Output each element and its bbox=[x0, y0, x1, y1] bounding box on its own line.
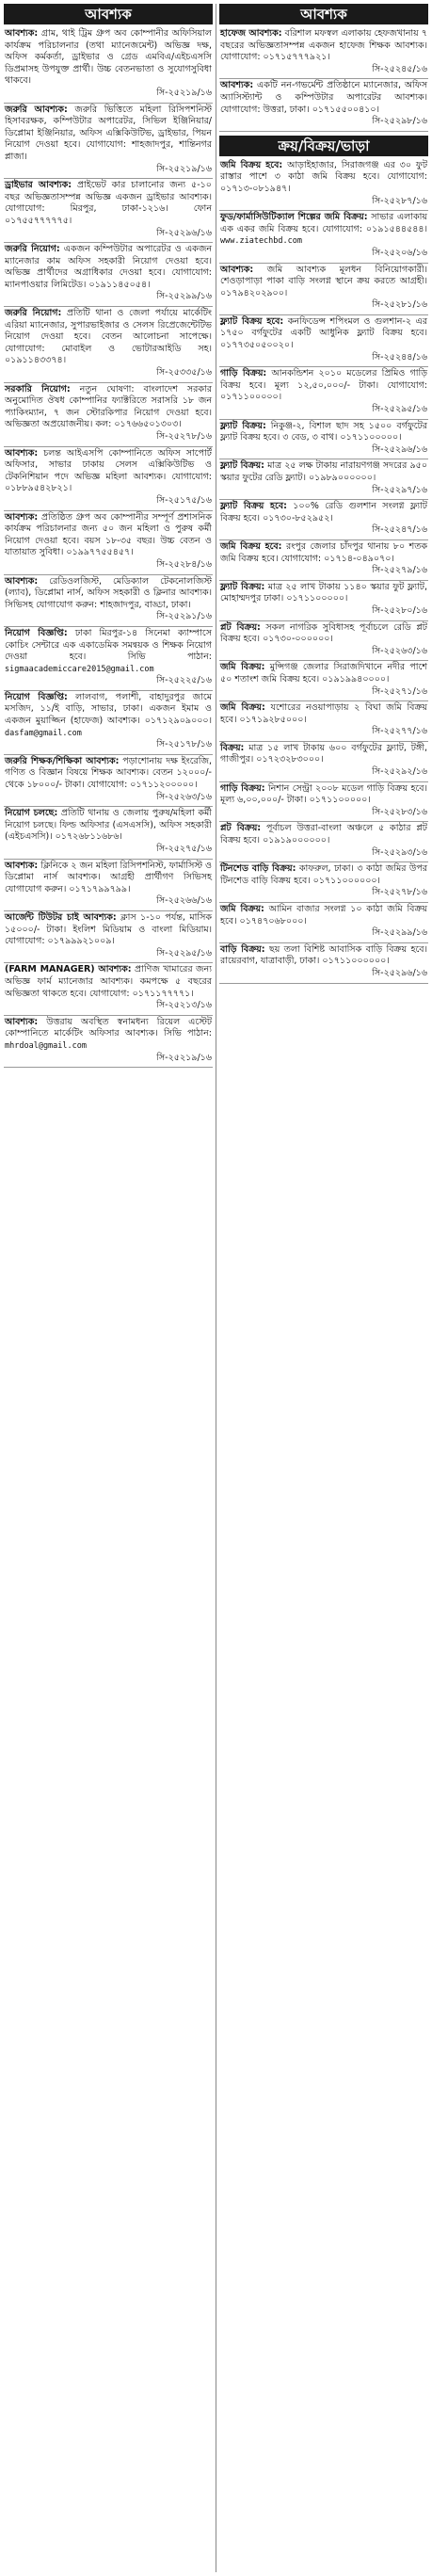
ad-body: আনকন্ডিশন ২০১০ মডেলের প্রিমিও গাড়ি বিক্রয় হবে। মূল্য ১২,৫০,০০০/- টাকা। যোগাযোগ: ০১৭১১০০০০০। bbox=[220, 368, 427, 403]
ad-code: সি-২৫২১৯/১৬ bbox=[156, 163, 212, 174]
ad-body: নিকুঞ্জ-২, বিশাল ছাদ সহ ১৫০০ বর্গফুটের ফ্ল্যাট বিক্রয় হবে। ৩ বেড, ৩ বাথ। ০১৭১১০০০০০। bbox=[220, 420, 428, 443]
ad-keyword: প্লট বিক্রয়: bbox=[220, 621, 261, 633]
ad-keyword: জরুরি নিয়োগ: bbox=[5, 308, 62, 319]
ad-keyword: প্লট বিক্রয়: bbox=[220, 823, 262, 834]
classified-ad bbox=[4, 179, 213, 243]
ad-body: আড়াইহাজার, সিরাজগঞ্জ এর ৩০ ফুট রাস্তার পাশে ৩ কাঠা জমি বিক্রয় হবে। যোগাযোগ: ০১৭১৩-০৮১৯৪৭। bbox=[220, 159, 427, 194]
ad-keyword: নিয়োগ বিজ্ঞপ্তি: bbox=[5, 691, 68, 702]
ad-body: প্রতিটি থানায় ও জেলায় পুরুষ/মহিলা কর্মী নিয়োগ চলছে। ফিল্ড অফিসার (এসএসসি), অফিস সহকারী (এইচএসসি)। ০১৭২৬৮১১৬৮৬। bbox=[5, 808, 212, 843]
classified-ad bbox=[4, 511, 213, 575]
ad-keyword: টিনশেড বাড়ি বিক্রয়: bbox=[220, 863, 296, 875]
ad-keyword: ফ্ল্যাট বিক্রয় হবে: bbox=[220, 315, 284, 327]
ad-keyword: জমি বিক্রয় হবে: bbox=[220, 540, 282, 552]
ad-keyword: আবশ্যক: bbox=[5, 860, 39, 871]
ad-body: জরুরি ভিত্তিতে মহিলা রিসিপশনিস্ট হিসাবরক্ষক, কম্পিউটার অপারেটর, সিভিল ইঞ্জিনিয়ার/ডিপ্লোমা ইঞ্জিনিয়ার, অফিস এক্সিকিউটিভ, ড্রাইভার, পিয়ন নিয়োগ দেওয়া হবে। যোগাযোগ: শাহজাদপুর, শান্তিনগর প্লাজা। bbox=[5, 104, 212, 162]
ad-code: সি-২৫২৯৬/১৬ bbox=[156, 227, 212, 238]
ad-keyword: ফুড/ফার্মাসিউটিক্যাল শিল্পের জমি বিক্রয়: bbox=[220, 212, 368, 223]
ad-body: একজন কম্পিউটার অপারেটর ও একজন ম্যানেজার কাম অফিস সহকারী নিয়োগ দেওয়া হবে। অভিজ্ঞ প্রার্থীদের অগ্রাধিকার দেওয়া হবে। যোগাযোগ: ম্যানপাওয়ার লিমিটেড। ০১৯১১৪৫০৫৪। bbox=[5, 244, 212, 290]
section-header-wanted-right: আবশ্যক bbox=[219, 4, 428, 24]
ad-body: রেডিওলজিস্ট, মেডিক্যাল টেকনোলজিস্ট (ল্যাব), ডিপ্লোমা নার্স, অফিস সহকারী ও ক্লিনার আবশ্যক। সিভিসহ যোগাযোগ করুন: শাহজাদপুর, বাড্ডা, ঢাকা। bbox=[5, 575, 212, 610]
ad-code: সি-২৫২৭৮/১৬ bbox=[372, 887, 427, 898]
right-column bbox=[219, 4, 428, 984]
classified-ad bbox=[219, 79, 428, 131]
ad-keyword: আবশ্যক: bbox=[5, 575, 39, 587]
ad-keyword: গাড়ি বিক্রয়: bbox=[220, 368, 267, 379]
ad-body: পূর্বাচল উত্তরা-বাংলা অঞ্চলে ৫ কাঠার প্লট বিক্রয় হবে। ০১৯১৯০০০০০০। bbox=[220, 823, 427, 846]
ad-email[interactable]: mhrdoal@gmail.com bbox=[5, 1040, 87, 1051]
ad-body: উত্তরায় অবস্থিত স্বনামধন্য রিয়েল এস্টেট কোম্পানিতে মার্কেটিং অফিসার আবশ্যক। সিভি পাঠান: bbox=[5, 1016, 212, 1039]
classified-ads-list bbox=[219, 159, 428, 984]
classified-ad bbox=[219, 27, 428, 79]
ad-body: কনফিডেন্স শপিংমল ও গুলশান-২ এর ১৭৫০ বর্গফুটের একটি আধুনিক ফ্ল্যাট বিক্রয় হবে। ০১৭৭৩৫০৫০০২০। bbox=[220, 315, 427, 351]
classified-ad bbox=[4, 104, 213, 180]
ad-body: যশোরের নওয়াপাড়ায় ২ বিঘা জমি বিক্রয় হবে। ০১৭১৯২৮৫০০০। bbox=[220, 702, 427, 725]
classified-ad bbox=[219, 943, 428, 984]
ad-code: সি-২৫২৯৩/১৬ bbox=[372, 846, 427, 858]
classified-ad bbox=[4, 1016, 213, 1068]
ad-keyword: ফ্ল্যাট বিক্রয়: bbox=[220, 420, 266, 431]
section-header-buy-sell-rent: ক্রয়/বিক্রয়/ভাড়া bbox=[219, 136, 428, 156]
ad-body: সকল নাগরিক সুবিধাসহ পূর্বাচলে রেডি প্লট বিক্রয় হবে। ০১৭৩০-০০০০০০। bbox=[220, 621, 427, 645]
ad-code: সি-২৫২৭১/১৬ bbox=[372, 685, 427, 697]
ad-code: সি-২৫২৬৩/১৬ bbox=[372, 645, 427, 656]
ad-code: সি-২৫২৪৪/১৬ bbox=[372, 351, 427, 362]
classified-ad bbox=[219, 903, 428, 943]
classified-ad bbox=[4, 575, 213, 627]
ad-keyword: ফ্ল্যাট বিক্রয় হবে: bbox=[220, 501, 287, 512]
ad-code: সি-২৫২০৬/১৬ bbox=[372, 247, 427, 258]
ad-keyword: আবশ্যক: bbox=[220, 80, 254, 91]
ad-body: মাত্র ১৫ লাখ টাকায় ৬০০ বর্গফুটের ফ্ল্যাট, টঙ্গী, গাজীপুর। ০১৭২৩২৮৩০০০। bbox=[220, 742, 427, 765]
ad-keyword: বাড়ি বিক্রয়: bbox=[220, 943, 265, 955]
ad-body: পড়াশোনায় দক্ষ ইংরেজি, গণিত ও বিজ্ঞান বিষয়ে শিক্ষক আবশ্যক। বেতন ১২০০০/- থেকে ১৮০০০/- টাকা। যোগাযোগ: ০১৭১১২০০০০০। bbox=[5, 755, 212, 791]
classified-ad bbox=[219, 367, 428, 419]
ad-keyword: ড্রাইভার আবশ্যক: bbox=[5, 180, 72, 191]
ad-code: সি-২৫২৮০/১৬ bbox=[372, 604, 427, 616]
ad-keyword: জমি বিক্রয়: bbox=[220, 662, 265, 673]
ad-code: সি-২৫২৯১/১৬ bbox=[156, 611, 212, 622]
ad-code: সি-২৫২৯৫/১৬ bbox=[372, 404, 427, 415]
classified-ad bbox=[4, 383, 213, 447]
classified-ad bbox=[219, 661, 428, 701]
ad-keyword: ফ্ল্যাট বিক্রয়: bbox=[220, 581, 265, 592]
ad-body: লালবাগ, পলাশী, বাহাদুরপুর জামে মসজিদ, ১১/ই বাড়ি, সাভার, ঢাকা। একজন ইমাম ও একজন মুয়াজ্জিন (হাফেজ) আবশ্যক। ০১৭১২৯০৯০০০। bbox=[5, 691, 212, 727]
classified-ad bbox=[4, 807, 213, 859]
ad-body: প্রাইভেট কার চালানোর জন্য ৫-১০ বছর অভিজ্ঞতাসম্পন্ন অভিজ্ঞ একজন ড্রাইভার আবশ্যক। যোগাযোগ: মিরপুর, ঢাকা-১২১৬। ফোন ০১৭৫৫৭৭৭৭৭৫। bbox=[5, 180, 212, 226]
ad-code: সি-২৫২৯২/১৬ bbox=[372, 766, 427, 778]
ad-keyword: নিয়োগ বিজ্ঞপ্তি: bbox=[5, 627, 68, 638]
classified-ads-list bbox=[219, 27, 428, 132]
section-header-wanted: আবশ্যক bbox=[4, 4, 213, 24]
ad-email[interactable]: dasfam@gmail.com bbox=[5, 728, 82, 738]
ad-body: ক্লাস ১-১০ পর্যন্ত, মাসিক ১৫০০০/- টাকা। ইংলিশ মিডিয়াম ও বাংলা মিডিয়াম। যোগাযোগ: ০১৭৯৯৯২১০০৯। bbox=[5, 911, 212, 947]
ad-code: সি-২৫৩৩৫/১৬ bbox=[156, 367, 212, 378]
ad-body: ঢাকা মিরপুর-১৪ সিনেমা ক্যাম্পাসে কোচিং সেন্টারে এক একাডেমিক সমন্বয়ক ও শিক্ষক নিয়োগ দেওয়া হবে। সিভি পাঠান: bbox=[5, 627, 213, 663]
ad-code: সি-২৫২৯৭/১৬ bbox=[372, 484, 427, 495]
classified-ad bbox=[219, 540, 428, 581]
ad-email[interactable]: sigmaacademiccare2015@gmail.com bbox=[5, 664, 154, 674]
ad-code: সি-২৫২৪৫/১৬ bbox=[372, 63, 427, 74]
ad-keyword: ফ্ল্যাট বিক্রয়: bbox=[220, 460, 264, 472]
ad-keyword: জমি বিক্রয়: bbox=[220, 904, 264, 914]
classified-ad bbox=[219, 581, 428, 621]
ad-code: সি-২৫২৭৭/১৬ bbox=[372, 726, 427, 737]
ad-body: জমি আবশ্যক মূলধন বিনিয়োগকারী। শেওড়াপাড়া পাকা বাড়ি সংলগ্ন স্থানে ক্রয় করতে আগ্রহী। ০১৭৯৪২০২৯০০। bbox=[220, 264, 427, 298]
ad-code: সি-২৫২৮৩/১৬ bbox=[372, 806, 427, 817]
ad-body: প্রাণিজ খামারের জন্য অভিজ্ঞ ফার্ম ম্যানেজার আবশ্যক। কমপক্ষে ৫ বছরের অভিজ্ঞতা থাকতে হবে। যোগাযোগ: ০১৭১১৭৭৭৭১। bbox=[5, 964, 212, 999]
classified-ad bbox=[219, 621, 428, 662]
ad-code: সি-২৫১৭৮/১৬ bbox=[156, 739, 212, 750]
ad-keyword: আবশ্যক: bbox=[5, 28, 39, 39]
classified-ad bbox=[219, 264, 428, 315]
ad-code: সি-২৫২৯৫/১৬ bbox=[156, 947, 212, 958]
classified-ad bbox=[219, 500, 428, 540]
classified-ad bbox=[219, 742, 428, 782]
classified-ad bbox=[4, 447, 213, 511]
ad-keyword: সরকারি নিয়োগ: bbox=[5, 383, 71, 394]
classified-ad bbox=[219, 159, 428, 211]
classified-ad bbox=[219, 822, 428, 862]
ad-body: ক্লিনিকে ২ জন মহিলা রিসিপশনিস্ট, ফার্মাসিস্ট ও ডিপ্লোমা নার্স আবশ্যক। আগ্রহী প্রার্থীগণ সিভিসহ যোগাযোগ করুন। ০১৭১৭৯৯৭৯৯। bbox=[5, 860, 212, 894]
ad-keyword: (FARM MANAGER) আবশ্যক: bbox=[5, 964, 132, 975]
ad-code: সি-২৫২৬৬/১৬ bbox=[156, 895, 212, 907]
ad-code: সি-২৫২৭৯/১৬ bbox=[372, 565, 427, 576]
classified-ad bbox=[219, 211, 428, 263]
ad-keyword: জরুরি শিক্ষক/শিক্ষিকা আবশ্যক: bbox=[5, 755, 120, 766]
ad-keyword: জরুরি আবশ্যক: bbox=[5, 104, 68, 115]
classified-ad bbox=[4, 243, 213, 307]
ad-keyword: জমি বিক্রয় হবে: bbox=[220, 159, 283, 170]
classified-ad bbox=[219, 701, 428, 742]
classified-ad bbox=[4, 307, 213, 383]
ad-code: সি-২৫২৯৯/১৬ bbox=[156, 291, 212, 302]
ad-code: সি-২৫২৯৮/১৬ bbox=[372, 116, 427, 127]
ad-keyword: আবশ্যক: bbox=[5, 1016, 39, 1027]
ad-code: সি-২৫২৯৯/১৬ bbox=[372, 927, 427, 939]
left-column bbox=[4, 4, 213, 1068]
ad-body: সাভার এলাকায় এক একর জমি বিক্রয় হবে। যোগাযোগ: ০১৯১৫৪৪৫৪৪। bbox=[220, 212, 427, 234]
ad-keyword: আবশ্যক: bbox=[220, 264, 254, 275]
ad-code: সি-২৫২১৩/১৬ bbox=[156, 1000, 212, 1011]
ad-code: সি-২৫২৮৪/১৬ bbox=[156, 558, 212, 570]
classified-ad bbox=[4, 755, 213, 807]
classified-ad bbox=[219, 862, 428, 903]
ad-body: আমিন বাজার সংলগ্ন ১০ কাঠা জমি বিক্রয় হবে। ০১৭৪৭০৬৮০০০। bbox=[220, 904, 427, 926]
ad-body: নিশান সেন্ট্রা ২০০৮ মডেল গাড়ি বিক্রয় হবে। মূল্য ৬,০০,০০০/- টাকা। ০১৭১১০০০০০। bbox=[220, 782, 427, 806]
ad-code: সি-২৫২৭৫/১৬ bbox=[156, 844, 212, 854]
ad-keyword: জরুরি নিয়োগ: bbox=[5, 244, 60, 255]
ad-keyword: নিয়োগ চলছে: bbox=[5, 808, 58, 819]
ad-code: সি-২৫২৭৮/১৬ bbox=[156, 431, 212, 442]
classified-ad bbox=[219, 315, 428, 367]
classified-ad bbox=[219, 420, 428, 460]
ad-body: রংপুর জেলার চাঁদপুর থানায় ৮০ শতক জমি বিক্রয় হবে। যোগাযোগ: ০১৭১৪-০৪৯০৭০। bbox=[220, 540, 427, 564]
classified-ad bbox=[219, 459, 428, 500]
ad-body: মাত্র ২৫ লক্ষ টাকায় নারায়ণগঞ্জ সদরের ৯৫০ স্কয়ার ফুটের রেডি ফ্ল্যাট। ০১৯৮৯০০০০০০। bbox=[220, 460, 427, 483]
ad-body: গ্রাম, থাই ট্রিম গ্রুপ অব কোম্পানীর অফিসিয়াল কার্যক্রম পরিচালনার (তথা ম্যানেজমেন্ট) অভিজ্ঞ দক্ষ, অফিস কর্মকর্তা, ড্রাইভার ও গ্রেড এমবিএ/এইচএসসি ডিপ্রমাসহ উপযুক্ত প্রার্থী। উচ্চ বেতনভাতা ও সুযোগসুবিধা থাকবে। bbox=[5, 28, 212, 87]
ad-keyword: হাফেজ আবশ্যক: bbox=[220, 28, 282, 39]
ad-keyword: গাড়ি বিক্রয়: bbox=[220, 782, 265, 794]
classified-ad bbox=[4, 691, 213, 755]
ad-body: ১০০% রেডি গুলশান সংলগ্ন ফ্ল্যাট বিক্রয় হবে। ০১৭৩০-৮৫২৯৫২। bbox=[220, 501, 427, 523]
ad-code: সি-২৫২৮১/১৬ bbox=[372, 299, 427, 311]
classified-ad bbox=[4, 911, 213, 963]
ad-body: মাত্র ২৫ লাখ টাকায় ১১৪০ স্কয়ার ফুট ফ্ল্যাট, মোহাম্মদপুর ঢাকা। ০১৭১১০০০০০। bbox=[220, 581, 427, 604]
ad-code: সি-২৫২৮৭/১৬ bbox=[372, 195, 427, 206]
ad-keyword: জমি বিক্রয়: bbox=[220, 702, 265, 714]
ad-code: সি-২৫২১৯/১৬ bbox=[156, 1052, 212, 1063]
ad-keyword: আর্জেন্ট টিউটর চাই আবশ্যক: bbox=[5, 911, 117, 923]
ad-body: প্রতিষ্ঠিত গ্রুপ অব কোম্পানীর সম্পূর্ণ প্রশাসনিক কার্যক্রম পরিচালনার জন্য ৫০ জন মহিলা ও পুরুষ কর্মী নিয়োগ দেওয়া হবে। বয়স ১৮-৩৫ বছর। উচ্চ বেতন ও যাতায়াত সুবিধা। ০১৯৯৭৭৫৫৪৫৭। bbox=[5, 511, 212, 558]
classified-ad bbox=[4, 963, 213, 1015]
ad-code: সি-২৫২৬৩/১৬ bbox=[156, 791, 212, 802]
ad-body: প্রতিটি থানা ও জেলা পর্যায়ে মার্কেটিং এরিয়া ম্যানেজার, সুপারভাইজার ও সেলস রিপ্রেজেন্টেটিভ নিয়োগ দেওয়া হবে। বেতন আলোচনা সাপেক্ষে। যোগাযোগ: মোবাইল ও ভোটারআইডি সহ। ০১৯১১৪৩৩৭৪। bbox=[5, 308, 212, 366]
ad-body: ছয় তলা বিশিষ্ট আবাসিক বাড়ি বিক্রয় হবে। রায়েরবাগ, যাত্রাবাড়ী, ঢাকা। ০১৭১১০০০০০০। bbox=[220, 943, 427, 967]
classified-ad bbox=[4, 27, 213, 104]
ad-keyword: আবশ্যক: bbox=[5, 447, 39, 459]
ad-body: নতুন ঘোষণা: বাংলাদেশ সরকার অনুমোদিত ঔষধ কোম্পানির ফ্যাক্টরিতে সরাসরি ১৮ জন প্যাকিংম্যান, ৭ জন স্টোরকিপার নিয়োগ দেওয়া হবে। অভিজ্ঞতা অপ্রয়োজনীয়। কল: ০১৭৬৬৫০১৩০৩। bbox=[5, 383, 212, 430]
classified-ad bbox=[4, 627, 213, 691]
ad-code: সি-২৫২৪৭/১৬ bbox=[372, 524, 427, 536]
ad-body: কাফরুল, ঢাকা। ৩ কাঠা জমির উপর টিনশেড বাড়ি বিক্রয় হবে। ০১৭১১০০০০০০। bbox=[220, 863, 427, 886]
ad-keyword: বিক্রয়: bbox=[220, 742, 245, 753]
ad-code: সি-২৫২৯৬/১৬ bbox=[372, 967, 427, 978]
ad-body: চলন্ত আইএসপি কোম্পানিতে অফিস সাপোর্ট অফিসার, সাভার ঢাকায় সেলস এক্সিকিউটিভ ও টেকনিশিয়ান পদে অভিজ্ঞ মহিলা আবশ্যক। যোগাযোগ: ০১৮৮৯৫৪২৮২১। bbox=[5, 447, 212, 494]
ad-email[interactable]: www.ziatechbd.com bbox=[220, 236, 302, 247]
classified-ad bbox=[4, 860, 213, 911]
ad-body: মুন্সিগঞ্জ জেলার সিরাজদিখানে নদীর পাশে ৫০ শতাংশ জমি বিক্রয় হবে। ০১৯১৯৯৪০০০০। bbox=[220, 662, 427, 684]
ad-code: সি-২৫১৭৫/১৬ bbox=[156, 494, 212, 506]
ad-body: একটি নন-গভর্মেন্ট প্রতিষ্ঠানে ম্যানেজার, অফিস অ্যাসিস্ট্যান্ট ও কম্পিউটার অপারেটর আবশ্যক। যোগাযোগ: উত্তরা, ঢাকা। ০১৭১৫৫০০৪১০। bbox=[220, 80, 427, 115]
ad-code: সি-২৫২১৯/১৬ bbox=[156, 87, 212, 98]
ad-keyword: আবশ্যক: bbox=[5, 511, 39, 523]
classified-ads-list bbox=[4, 27, 213, 1068]
ad-body: বরিশাল মফস্বল এলাকায় হেফজখানায় ৭ বছরের অভিজ্ঞতাসম্পন্ন একজন হাফেজ শিক্ষক আবশ্যক। যোগাযোগ: ০১৭১৫৭৭৭৯২১। bbox=[220, 28, 427, 63]
ad-code: সি-২৫২২৫/১৬ bbox=[156, 675, 212, 686]
classified-ad bbox=[219, 782, 428, 823]
ad-code: সি-২৫২৯৬/১৬ bbox=[372, 443, 427, 455]
